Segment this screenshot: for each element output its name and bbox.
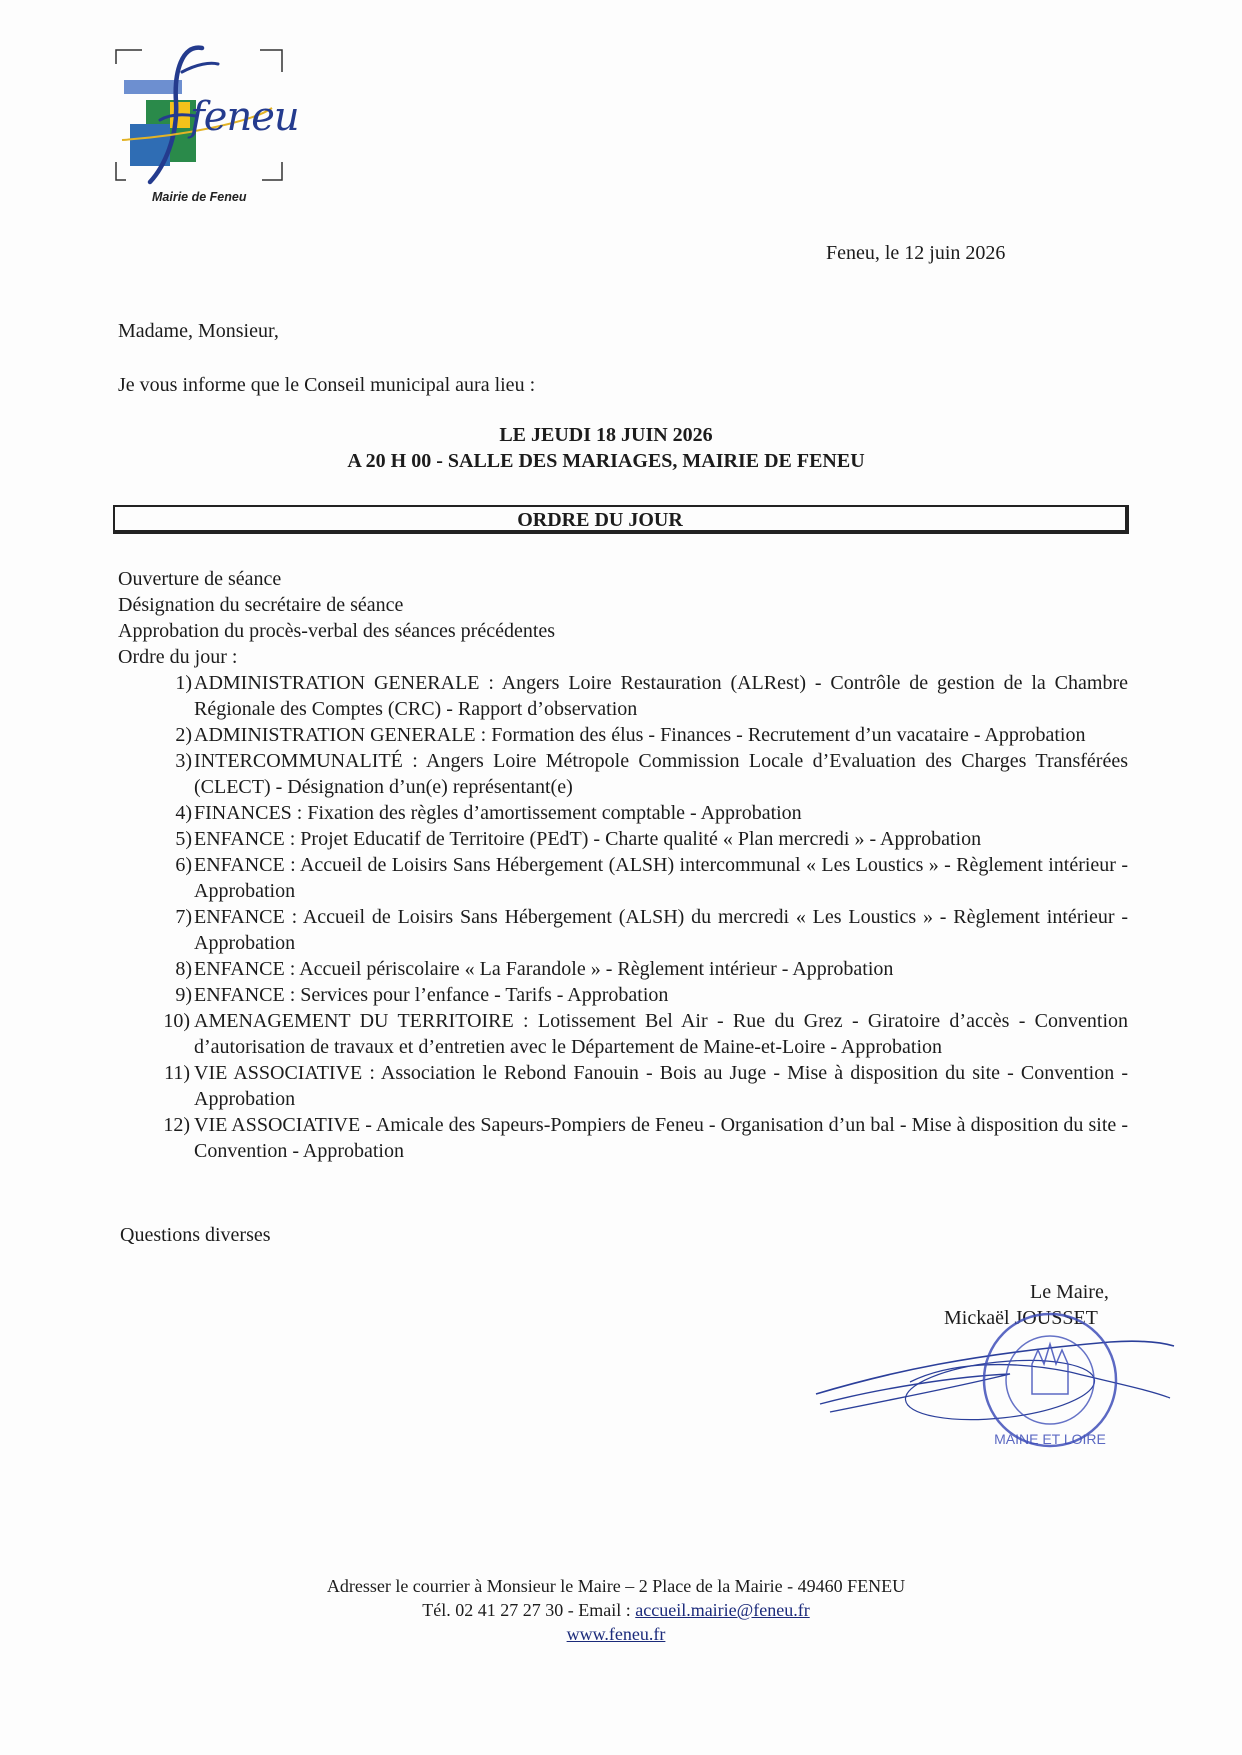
agenda-item-number: 9)	[175, 984, 192, 1006]
salutation: Madame, Monsieur,	[118, 320, 279, 342]
agenda-item-text: VIE ASSOCIATIVE : Association le Rebond Fanouin - Bois au Juge - Mise à disposition du site - Convention - Approbation	[194, 1062, 1128, 1110]
agenda-item	[158, 670, 1128, 722]
agenda-item-text: FINANCES : Fixation des règles d’amortissement comptable - Approbation	[194, 802, 802, 824]
agenda-item	[158, 826, 1128, 852]
preamble-item: Ordre du jour :	[118, 646, 238, 668]
footer-phone: Tél. 02 41 27 27 30 - Email :	[422, 1600, 636, 1620]
letter-date: Feneu, le 12 juin 2026	[826, 242, 1006, 264]
mayor-title: Le Maire,	[1030, 1281, 1109, 1303]
agenda-item-text: ENFANCE : Accueil de Loisirs Sans Hébergement (ALSH) du mercredi « Les Loustics » - Règlement intérieur - Approbation	[194, 906, 1128, 954]
agenda-item	[158, 1060, 1128, 1112]
agenda-item	[158, 1008, 1128, 1060]
agenda-item-number: 5)	[175, 828, 192, 850]
mairie-logo	[112, 42, 302, 207]
preamble-item: Désignation du secrétaire de séance	[118, 594, 404, 616]
email-link[interactable]: accueil.mairie@feneu.fr	[635, 1600, 810, 1620]
agenda-item	[158, 1112, 1128, 1164]
stamp-text: MAINE ET LOIRE	[994, 1431, 1106, 1447]
agenda-item	[158, 852, 1128, 904]
agenda-item	[158, 748, 1128, 800]
logo-caption: Mairie de Feneu	[152, 190, 247, 204]
agenda-heading-box	[113, 505, 1129, 534]
agenda-item-number: 7)	[175, 906, 192, 928]
meeting-details	[0, 422, 1242, 474]
agenda-item	[158, 904, 1128, 956]
signature-and-stamp	[810, 1302, 1180, 1452]
agenda-item	[158, 722, 1128, 748]
agenda-item-text: AMENAGEMENT DU TERRITOIRE : Lotissement Bel Air - Rue du Grez - Giratoire d’accès - Convention d’autorisation de travaux et d’entretien avec le Département de Maine-et-Loire - Approbation	[194, 1010, 1128, 1058]
official-stamp-graphic	[810, 1302, 1180, 1452]
agenda-item-text: VIE ASSOCIATIVE - Amicale des Sapeurs-Pompiers de Feneu - Organisation d’un bal - Mise à disposition du site - Convention - Approbation	[194, 1114, 1128, 1162]
mayor-name: Mickaël JOUSSET	[944, 1307, 1098, 1329]
agenda-item-number: 2)	[175, 724, 192, 746]
agenda-item	[158, 956, 1128, 982]
agenda-item-number: 1)	[175, 672, 192, 694]
agenda-heading: ORDRE DU JOUR	[517, 509, 683, 531]
agenda-item	[158, 982, 1128, 1008]
agenda-item-number: 10)	[163, 1010, 190, 1032]
agenda-list	[158, 670, 1128, 1164]
agenda-item-text: ENFANCE : Services pour l’enfance - Tarifs - Approbation	[194, 984, 669, 1006]
meeting-date: LE JEUDI 18 JUIN 2026	[499, 424, 713, 446]
agenda-item-number: 12)	[163, 1114, 190, 1136]
agenda-item-text: ENFANCE : Accueil périscolaire « La Farandole » - Règlement intérieur - Approbation	[194, 958, 894, 980]
preamble-list	[118, 566, 555, 670]
website-link[interactable]: www.feneu.fr	[566, 1624, 666, 1644]
closing-item: Questions diverses	[120, 1224, 271, 1246]
footer	[0, 1574, 1242, 1646]
agenda-item-text: ENFANCE : Projet Educatif de Territoire (PEdT) - Charte qualité « Plan mercredi » - Approbation	[194, 828, 982, 850]
agenda-item-text: ENFANCE : Accueil de Loisirs Sans Hébergement (ALSH) intercommunal « Les Loustics » - Règlement intérieur - Approbation	[194, 854, 1128, 902]
preamble-item: Ouverture de séance	[118, 568, 282, 590]
intro-sentence: Je vous informe que le Conseil municipal aura lieu :	[118, 374, 536, 396]
preamble-item: Approbation du procès-verbal des séances précédentes	[118, 620, 556, 642]
agenda-item-number: 3)	[175, 750, 192, 772]
footer-contact	[0, 1598, 1242, 1622]
agenda-item-number: 6)	[175, 854, 192, 876]
agenda-item-text: INTERCOMMUNALITÉ : Angers Loire Métropole Commission Locale d’Evaluation des Charges Transférées (CLECT) - Désignation d’un(e) représentant(e)	[194, 750, 1128, 798]
agenda-item-text: ADMINISTRATION GENERALE : Angers Loire Restauration (ALRest) - Contrôle de gestion de la Chambre Régionale des Comptes (CRC) - Rapport d’observation	[194, 672, 1128, 720]
agenda-item-number: 8)	[175, 958, 192, 980]
agenda-item-number: 11)	[164, 1062, 190, 1084]
agenda-item-number: 4)	[175, 802, 192, 824]
logo-wordmark: feneu	[190, 94, 299, 140]
meeting-time-place: A 20 H 00 - SALLE DES MARIAGES, MAIRIE DE FENEU	[347, 450, 865, 472]
footer-address: Adresser le courrier à Monsieur le Maire – 2 Place de la Mairie - 49460 FENEU	[326, 1576, 906, 1596]
agenda-item	[158, 800, 1128, 826]
agenda-item-text: ADMINISTRATION GENERALE : Formation des élus - Finances - Recrutement d’un vacataire - Approbation	[194, 724, 1086, 746]
